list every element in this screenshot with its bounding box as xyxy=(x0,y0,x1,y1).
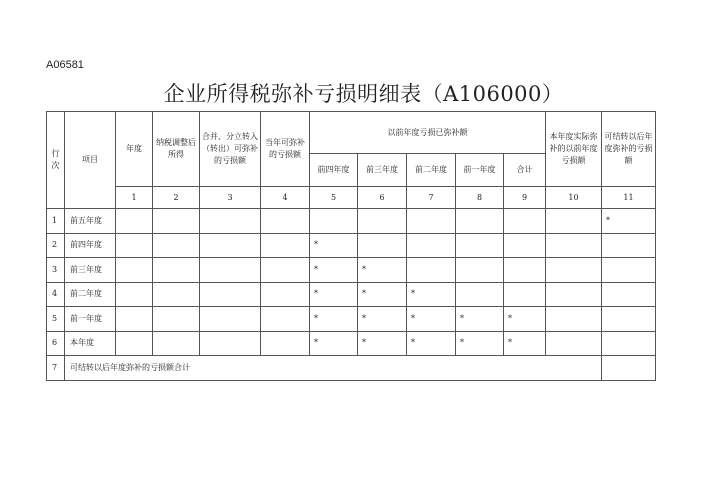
excluded-cell: * xyxy=(310,282,358,307)
input-cell[interactable] xyxy=(200,209,261,234)
input-cell[interactable] xyxy=(602,258,656,283)
table-row xyxy=(47,282,656,307)
header-prior-3: 前三年度 xyxy=(358,154,407,187)
input-cell[interactable] xyxy=(546,209,602,234)
input-cell[interactable] xyxy=(546,258,602,283)
column-number: 6 xyxy=(358,187,407,209)
input-cell[interactable] xyxy=(407,209,456,234)
column-number: 9 xyxy=(504,187,546,209)
input-cell[interactable] xyxy=(602,331,656,356)
row-number: 2 xyxy=(47,233,65,258)
input-cell[interactable] xyxy=(116,331,153,356)
row-label: 本年度 xyxy=(65,331,116,356)
excluded-cell: * xyxy=(456,307,504,332)
excluded-cell: * xyxy=(358,258,407,283)
input-cell[interactable] xyxy=(153,258,200,283)
input-cell[interactable] xyxy=(504,233,546,258)
page-title: 企业所得税弥补亏损明细表（A106000） xyxy=(163,82,564,106)
input-cell[interactable] xyxy=(546,233,602,258)
form-code: A06581 xyxy=(46,59,84,71)
table-row xyxy=(47,307,656,332)
column-number: 4 xyxy=(261,187,310,209)
column-number: 7 xyxy=(407,187,456,209)
row-number: 5 xyxy=(47,307,65,332)
excluded-cell: * xyxy=(358,282,407,307)
excluded-cell: * xyxy=(358,331,407,356)
header-item: 项目 xyxy=(65,112,116,209)
row-label: 前五年度 xyxy=(65,209,116,234)
input-cell[interactable] xyxy=(504,209,546,234)
row-label: 可结转以后年度弥补的亏损额合计 xyxy=(65,356,602,381)
input-cell[interactable] xyxy=(602,233,656,258)
header-current-loss: 当年可弥补的亏损额 xyxy=(261,112,310,187)
excluded-cell: * xyxy=(310,258,358,283)
header-carry-forward: 可结转以后年度弥补的亏损额 xyxy=(602,112,656,187)
input-cell[interactable] xyxy=(546,307,602,332)
column-number: 1 xyxy=(116,187,153,209)
input-cell[interactable] xyxy=(546,331,602,356)
header-prior-4: 前四年度 xyxy=(310,154,358,187)
excluded-cell: * xyxy=(407,331,456,356)
excluded-cell: * xyxy=(358,307,407,332)
row-number: 1 xyxy=(47,209,65,234)
row-label: 前四年度 xyxy=(65,233,116,258)
input-cell[interactable] xyxy=(261,307,310,332)
header-year: 年度 xyxy=(116,112,153,187)
total-row xyxy=(47,356,656,381)
input-cell[interactable] xyxy=(504,258,546,283)
row-number: 4 xyxy=(47,282,65,307)
row-label: 前二年度 xyxy=(65,282,116,307)
input-cell[interactable] xyxy=(200,233,261,258)
excluded-cell: * xyxy=(504,331,546,356)
input-cell[interactable] xyxy=(116,282,153,307)
column-number: 10 xyxy=(546,187,602,209)
input-cell[interactable] xyxy=(200,258,261,283)
input-cell[interactable] xyxy=(116,233,153,258)
table-row xyxy=(47,331,656,356)
column-number: 11 xyxy=(602,187,656,209)
header-prior-total: 合计 xyxy=(504,154,546,187)
input-cell[interactable] xyxy=(261,209,310,234)
input-cell[interactable] xyxy=(407,258,456,283)
excluded-cell: * xyxy=(310,233,358,258)
input-cell[interactable] xyxy=(602,282,656,307)
input-cell[interactable] xyxy=(456,258,504,283)
header-row-no: 行次 xyxy=(47,112,65,209)
header-taxable-income: 纳税调整后所得 xyxy=(153,112,200,187)
input-cell[interactable] xyxy=(358,209,407,234)
input-cell[interactable] xyxy=(261,258,310,283)
input-cell[interactable] xyxy=(407,233,456,258)
input-cell[interactable] xyxy=(456,282,504,307)
input-cell[interactable] xyxy=(116,209,153,234)
input-cell[interactable] xyxy=(200,307,261,332)
input-cell[interactable] xyxy=(153,282,200,307)
row-number: 6 xyxy=(47,331,65,356)
excluded-cell: * xyxy=(407,307,456,332)
excluded-cell: * xyxy=(504,307,546,332)
excluded-cell: * xyxy=(310,307,358,332)
input-cell[interactable] xyxy=(153,233,200,258)
loss-offset-table xyxy=(46,111,656,381)
row-number: 3 xyxy=(47,258,65,283)
excluded-cell: * xyxy=(310,331,358,356)
input-cell[interactable] xyxy=(153,331,200,356)
input-cell[interactable] xyxy=(310,209,358,234)
input-cell[interactable] xyxy=(261,233,310,258)
input-cell[interactable] xyxy=(200,282,261,307)
excluded-cell: * xyxy=(407,282,456,307)
excluded-cell: * xyxy=(456,331,504,356)
input-cell[interactable] xyxy=(153,307,200,332)
input-cell[interactable] xyxy=(504,282,546,307)
header-prior-2: 前二年度 xyxy=(407,154,456,187)
input-cell[interactable] xyxy=(200,331,261,356)
input-cell[interactable] xyxy=(261,331,310,356)
header-merger: 合并、分立转入（转出）可弥补的亏损额 xyxy=(200,112,261,187)
column-number: 8 xyxy=(456,187,504,209)
input-cell[interactable] xyxy=(546,282,602,307)
input-cell[interactable] xyxy=(261,282,310,307)
input-cell[interactable] xyxy=(116,307,153,332)
header-actual-offset: 本年度实际弥补的以前年度亏损额 xyxy=(546,112,602,187)
input-cell[interactable] xyxy=(358,233,407,258)
table-row xyxy=(47,209,656,234)
input-cell[interactable] xyxy=(456,209,504,234)
header-prior-1: 前一年度 xyxy=(456,154,504,187)
row-label: 前三年度 xyxy=(65,258,116,283)
excluded-cell: * xyxy=(602,209,656,234)
column-number: 2 xyxy=(153,187,200,209)
column-number: 5 xyxy=(310,187,358,209)
input-cell[interactable] xyxy=(602,356,656,381)
input-cell[interactable] xyxy=(602,307,656,332)
row-number: 7 xyxy=(47,356,65,381)
input-cell[interactable] xyxy=(456,233,504,258)
column-number: 3 xyxy=(200,187,261,209)
table-row xyxy=(47,258,656,283)
header-prior-group: 以前年度亏损已弥补额 xyxy=(310,112,546,154)
input-cell[interactable] xyxy=(153,209,200,234)
row-label: 前一年度 xyxy=(65,307,116,332)
table-row xyxy=(47,233,656,258)
input-cell[interactable] xyxy=(116,258,153,283)
